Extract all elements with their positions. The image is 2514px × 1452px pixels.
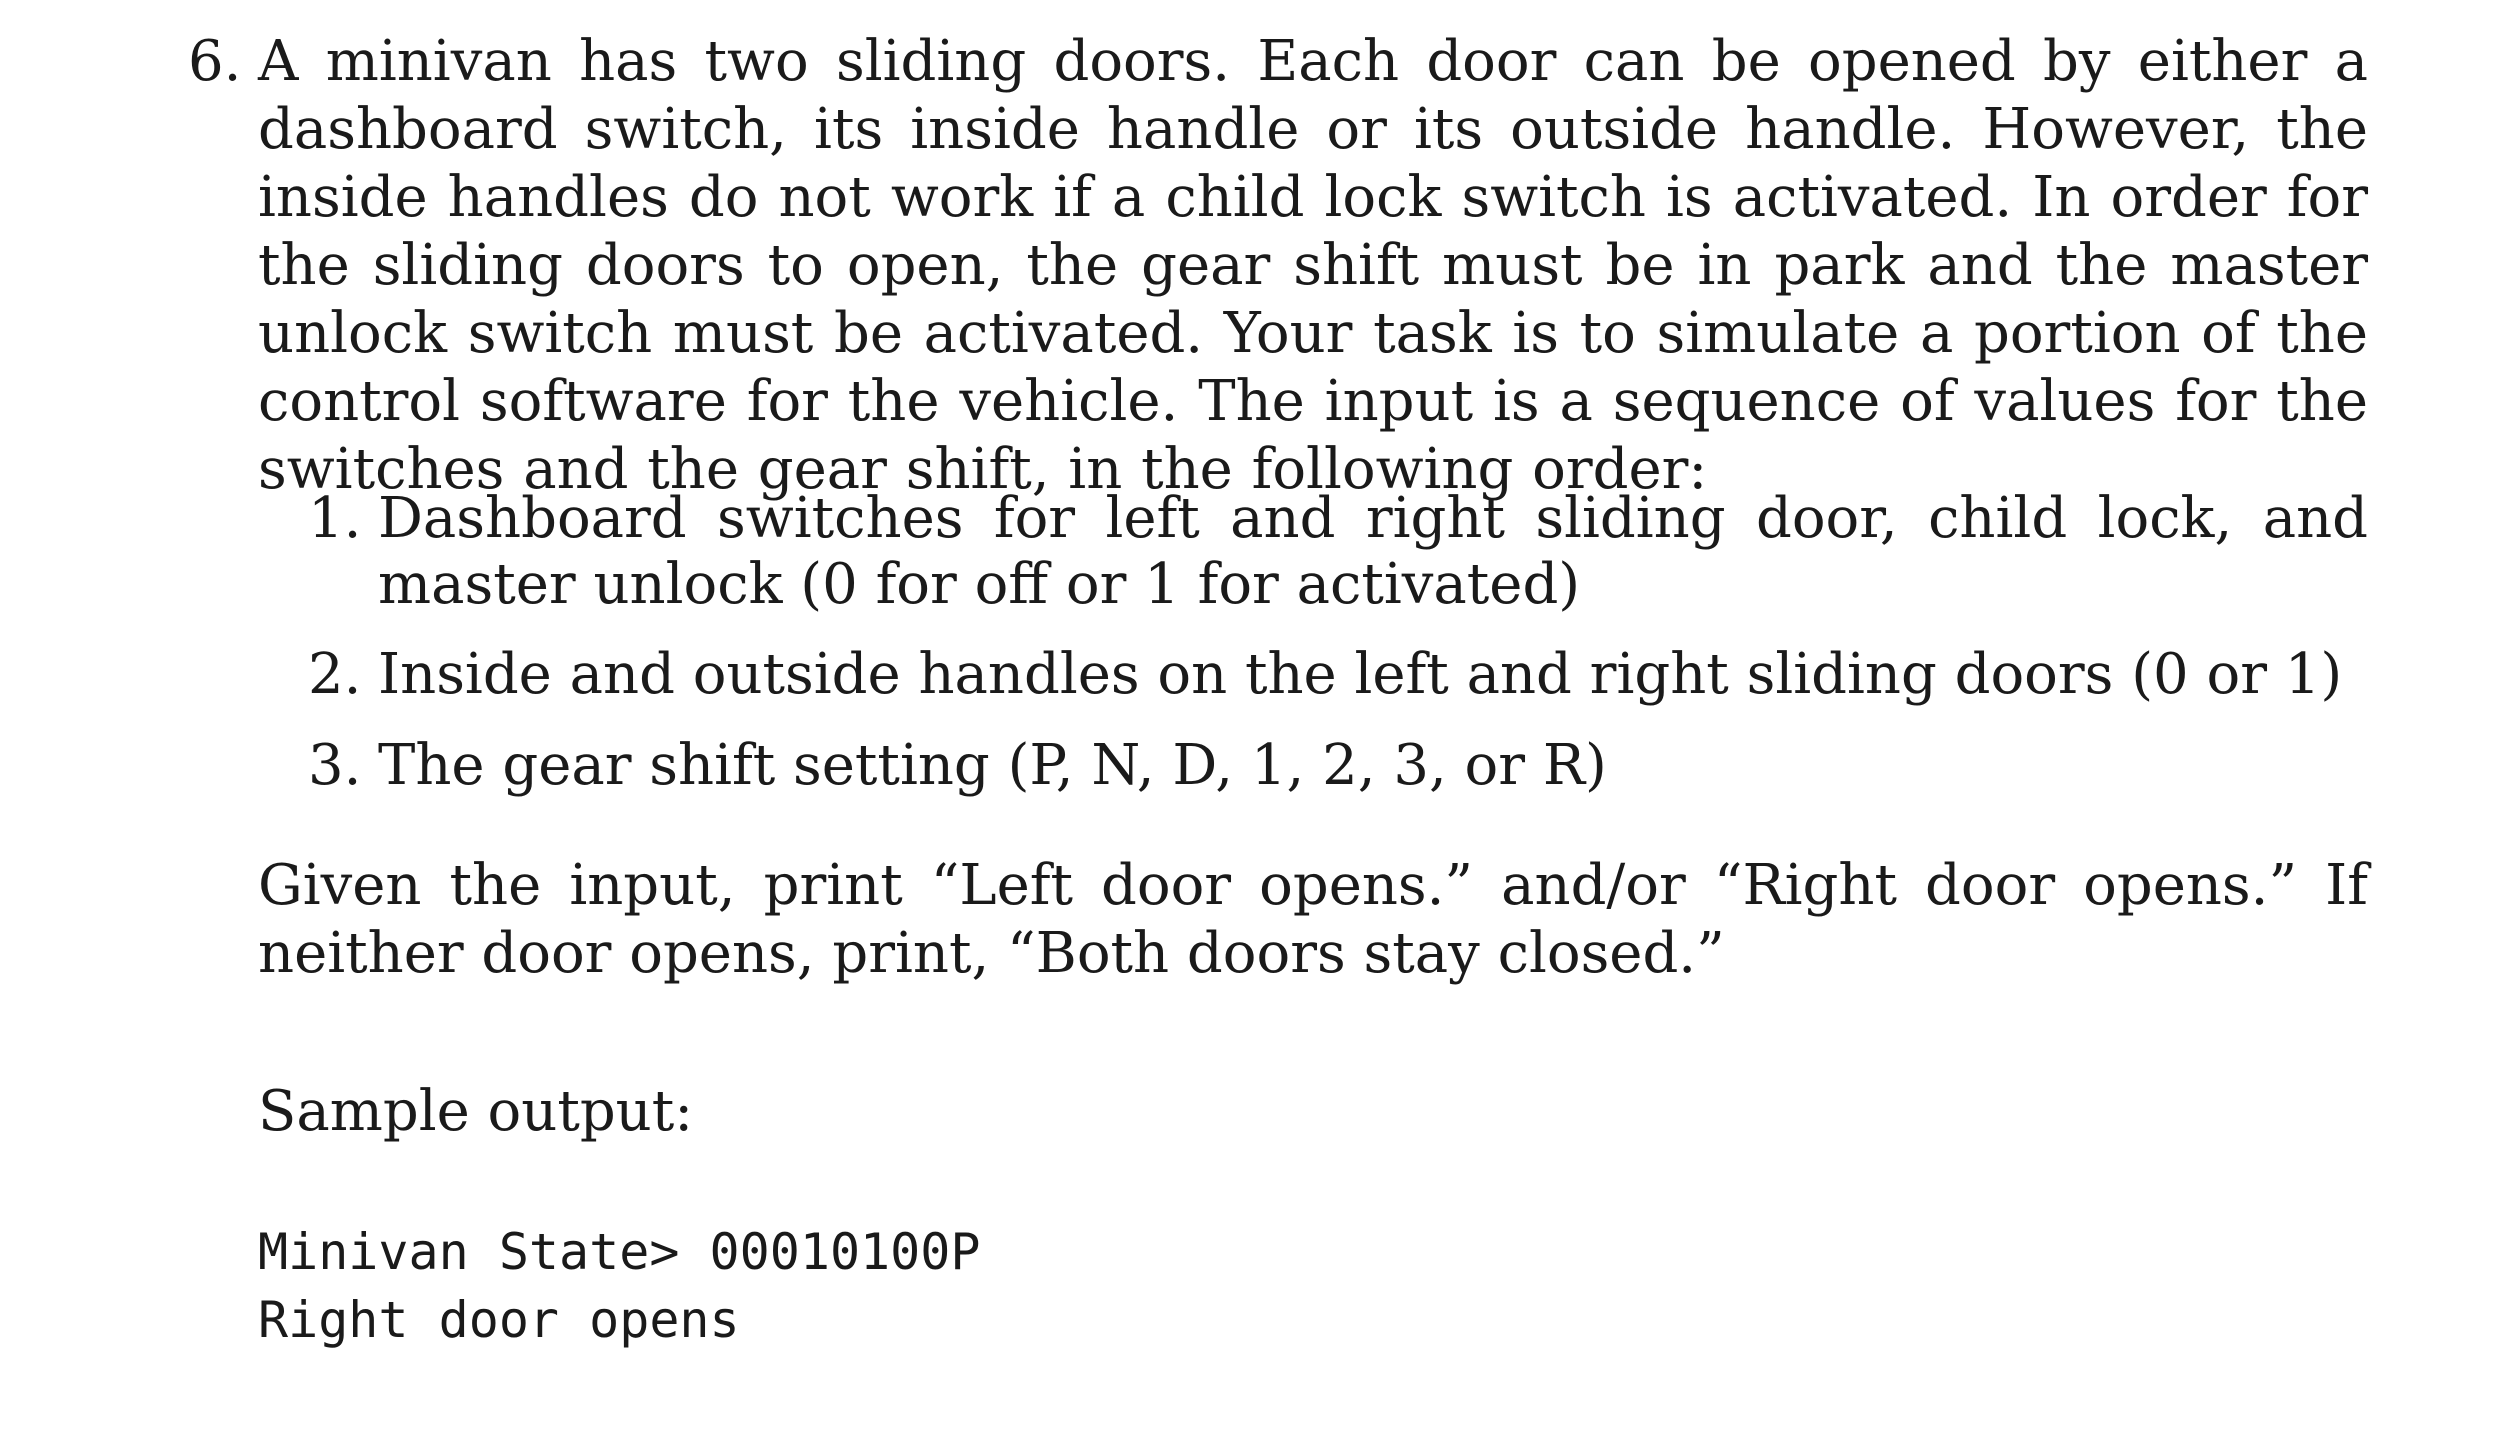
list-item-number: 1. <box>308 486 362 551</box>
problem-number: 6. <box>188 29 242 94</box>
list-item-text: Dashboard switches for left and right sliding door, child lock, and master unlock (0 for off or 1 for activated) <box>378 486 2368 617</box>
list-item-text: The gear shift setting (P, N, D, 1, 2, 3, or R) <box>378 733 1607 798</box>
console-line-input: Minivan State> 00010100P <box>258 1223 981 1281</box>
problem-description: A minivan has two sliding doors. Each door can be opened by either a dashboard switch, its inside handle or its outside handle. However, the inside handles do not work if a child lock switch is activated. In order for the sliding doors to open, the gear shift must be in park and the master unlock switch must be activated. Your task is to simulate a portion of the control software for the vehicle. The input is a sequence of values for the switches and the gear shift, in the following order: <box>258 29 2368 502</box>
console-line-output: Right door opens <box>258 1291 740 1349</box>
list-item-text: Inside and outside handles on the left and right sliding doors (0 or 1) <box>378 642 2343 707</box>
sample-output-label: Sample output: <box>258 1079 694 1144</box>
sample-output-console <box>258 1218 980 1354</box>
list-item-number: 3. <box>308 733 362 798</box>
list-item-number: 2. <box>308 642 362 707</box>
output-instructions: Given the input, print “Left door opens.” and/or “Right door opens.” If neither door opens, print, “Both doors stay closed.” <box>258 853 2368 986</box>
